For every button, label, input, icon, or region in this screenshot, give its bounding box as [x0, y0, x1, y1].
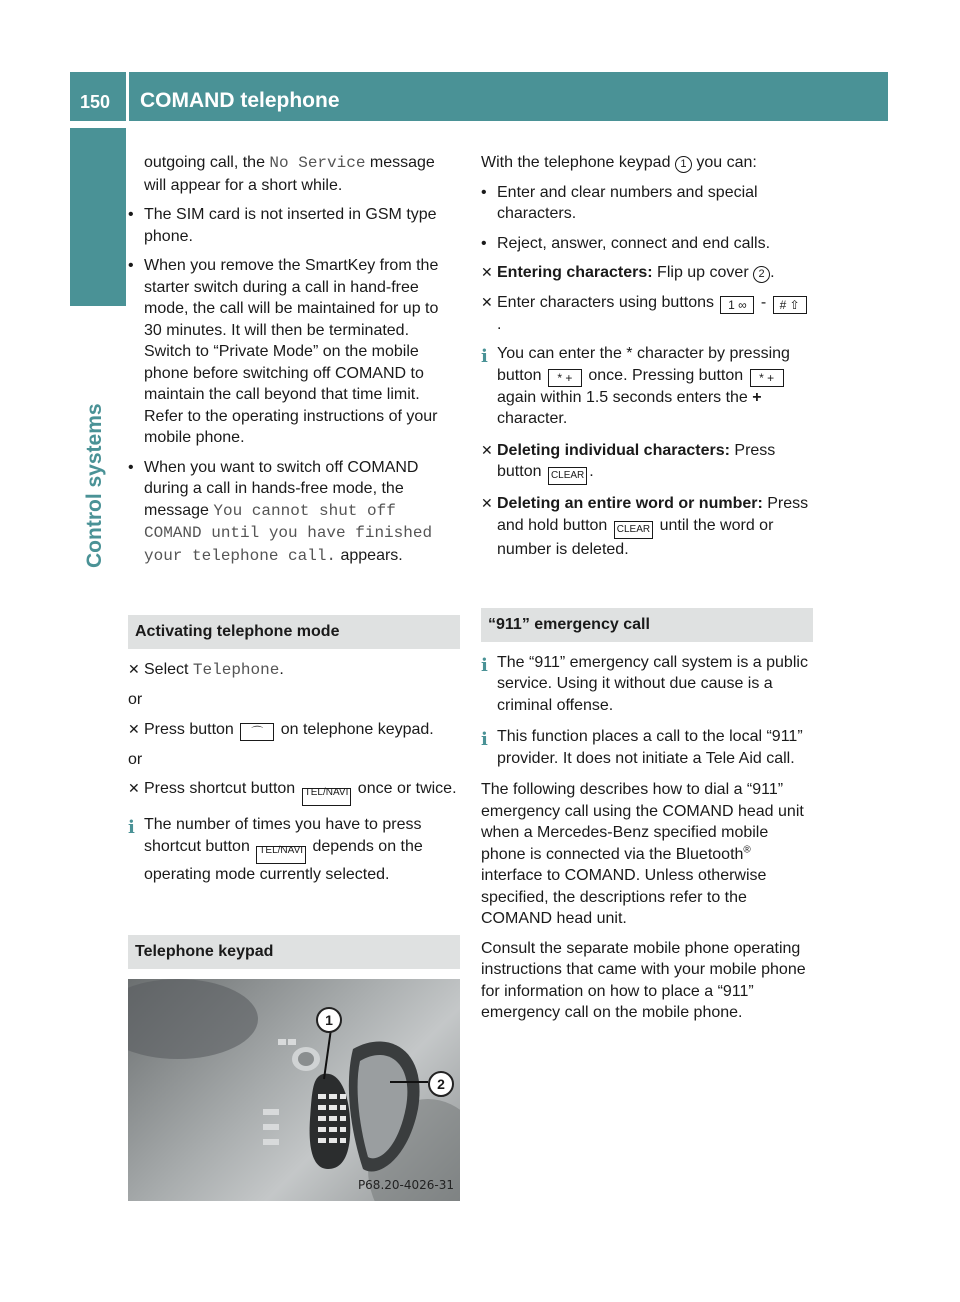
emergency-description: The following describes how to dial a “911” emergency call using the COMAND head unit when a Mercedes-Benz specified mobile phone is connected via the Bluetooth® interface to COMAND. Unless otherwise specified, the descriptions refer to the COMAND head unit. [481, 781, 804, 927]
bullet-sim: • The SIM card is not inserted in GSM type phone. [128, 204, 460, 247]
bullet-smartkey: • When you remove the SmartKey from the starter switch during a call in hand-free mode, the call will be maintained for up to 30 minutes. It will then be terminated. Switch to “Private Mode” on the mobile phone before switching off COMAND to maintain the call beyond that time limit. Refer to the operating instructions of your mobile phone. [128, 255, 460, 449]
keypad-figure [128, 979, 460, 1201]
step-arrow-icon: ✕ [481, 293, 493, 310]
step-arrow-icon: ✕ [481, 441, 493, 458]
info-icon: i [481, 729, 488, 750]
keypad-intro: With the telephone keypad 1 you can: [481, 154, 757, 171]
step-entering-characters: ✕ Entering characters: Flip up cover 2 . [481, 262, 813, 284]
header-divider [126, 72, 129, 121]
clear-key-icon: CLEAR [614, 521, 653, 539]
figure-callout-2: 2 [428, 1071, 454, 1097]
step-arrow-icon: ✕ [128, 720, 140, 737]
info-emergency-public: i The “911” emergency call system is a public service. Using it without due cause is a criminal offense. [481, 653, 808, 714]
key-star-icon: * + [548, 369, 582, 387]
step-arrow-icon: ✕ [128, 780, 140, 796]
keypad-illustration [128, 979, 460, 1201]
step-arrow-icon: ✕ [481, 264, 493, 280]
key-star-icon: * + [750, 369, 784, 387]
tel-navi-key-icon: TEL/NAVI [256, 846, 306, 864]
heading-keypad: Telephone keypad [128, 935, 460, 969]
heading-emergency: “911” emergency call [481, 608, 813, 642]
or-text: or [128, 750, 143, 768]
step-select-telephone: ✕ Select Telephone. [128, 660, 284, 679]
step-delete-individual: ✕ Deleting individual characters: Press button CLEAR . [481, 440, 813, 486]
heading-activating: Activating telephone mode [128, 615, 460, 649]
step-press-shortcut: ✕ Press shortcut button TEL/NAVI once or twice. [128, 778, 460, 806]
key-hash-icon: # ⇧ [773, 296, 807, 314]
left-column [128, 152, 460, 1201]
step-enter-buttons: ✕ Enter characters using buttons 1 ∞ - # ⇧. [481, 292, 813, 336]
info-icon: i [481, 654, 488, 676]
step-press-phone-button: ✕ Press button ⌒ on telephone keypad. [128, 720, 434, 739]
info-icon: i [128, 817, 135, 838]
key-1-icon: 1 ∞ [720, 296, 754, 314]
info-icon: i [481, 346, 488, 367]
figure-callout-1: 1 [316, 1007, 342, 1033]
info-star-character: i You can enter the * character by pressing button * + once. Pressing button * + again within 1.5 seconds enters the + character. [481, 345, 790, 427]
right-column [481, 152, 813, 1032]
clear-key-icon: CLEAR [548, 467, 587, 485]
callout-1: 1 [675, 156, 692, 173]
bullet-enter-clear: • Enter and clear numbers and special characters. [481, 182, 813, 225]
step-arrow-icon: ✕ [128, 660, 140, 677]
step-delete-entire: ✕ Deleting an entire word or number: Press and hold button CLEAR until the word or number is deleted. [481, 495, 809, 558]
bullet-reject-answer: • Reject, answer, connect and end calls. [481, 233, 813, 255]
callout-2: 2 [753, 266, 770, 283]
bullet-switch-off: • When you want to switch off COMAND during a call in hands-free mode, the message You cannot shut off COMAND until you have finished your telephone call. appears. [128, 457, 460, 568]
or-text: or [128, 691, 143, 708]
step-arrow-icon: ✕ [481, 495, 493, 511]
info-shortcut: i The number of times you have to press shortcut button TEL/NAVI depends on the operating mode currently selected. [128, 816, 423, 883]
side-label-text: Control systems [83, 403, 106, 568]
intro-paragraph: outgoing call, the No Service message will appear for a short while. [144, 154, 435, 194]
figure-caption: P68.20-4026-31 [357, 1178, 454, 1192]
info-emergency-local: i This function places a call to the local “911” provider. It does not initiate a Tele Aid call. [481, 728, 803, 767]
side-tab-block [70, 128, 126, 306]
tel-navi-key-icon: TEL/NAVI [302, 788, 352, 806]
section-title: COMAND telephone [140, 89, 340, 112]
page-number: 150 [80, 92, 111, 112]
emergency-consult: Consult the separate mobile phone operating instructions that came with your mobile phone for information on how to place a “911” emergency call on the mobile phone. [481, 939, 806, 1021]
phone-key-icon: ⌒ [240, 723, 274, 741]
